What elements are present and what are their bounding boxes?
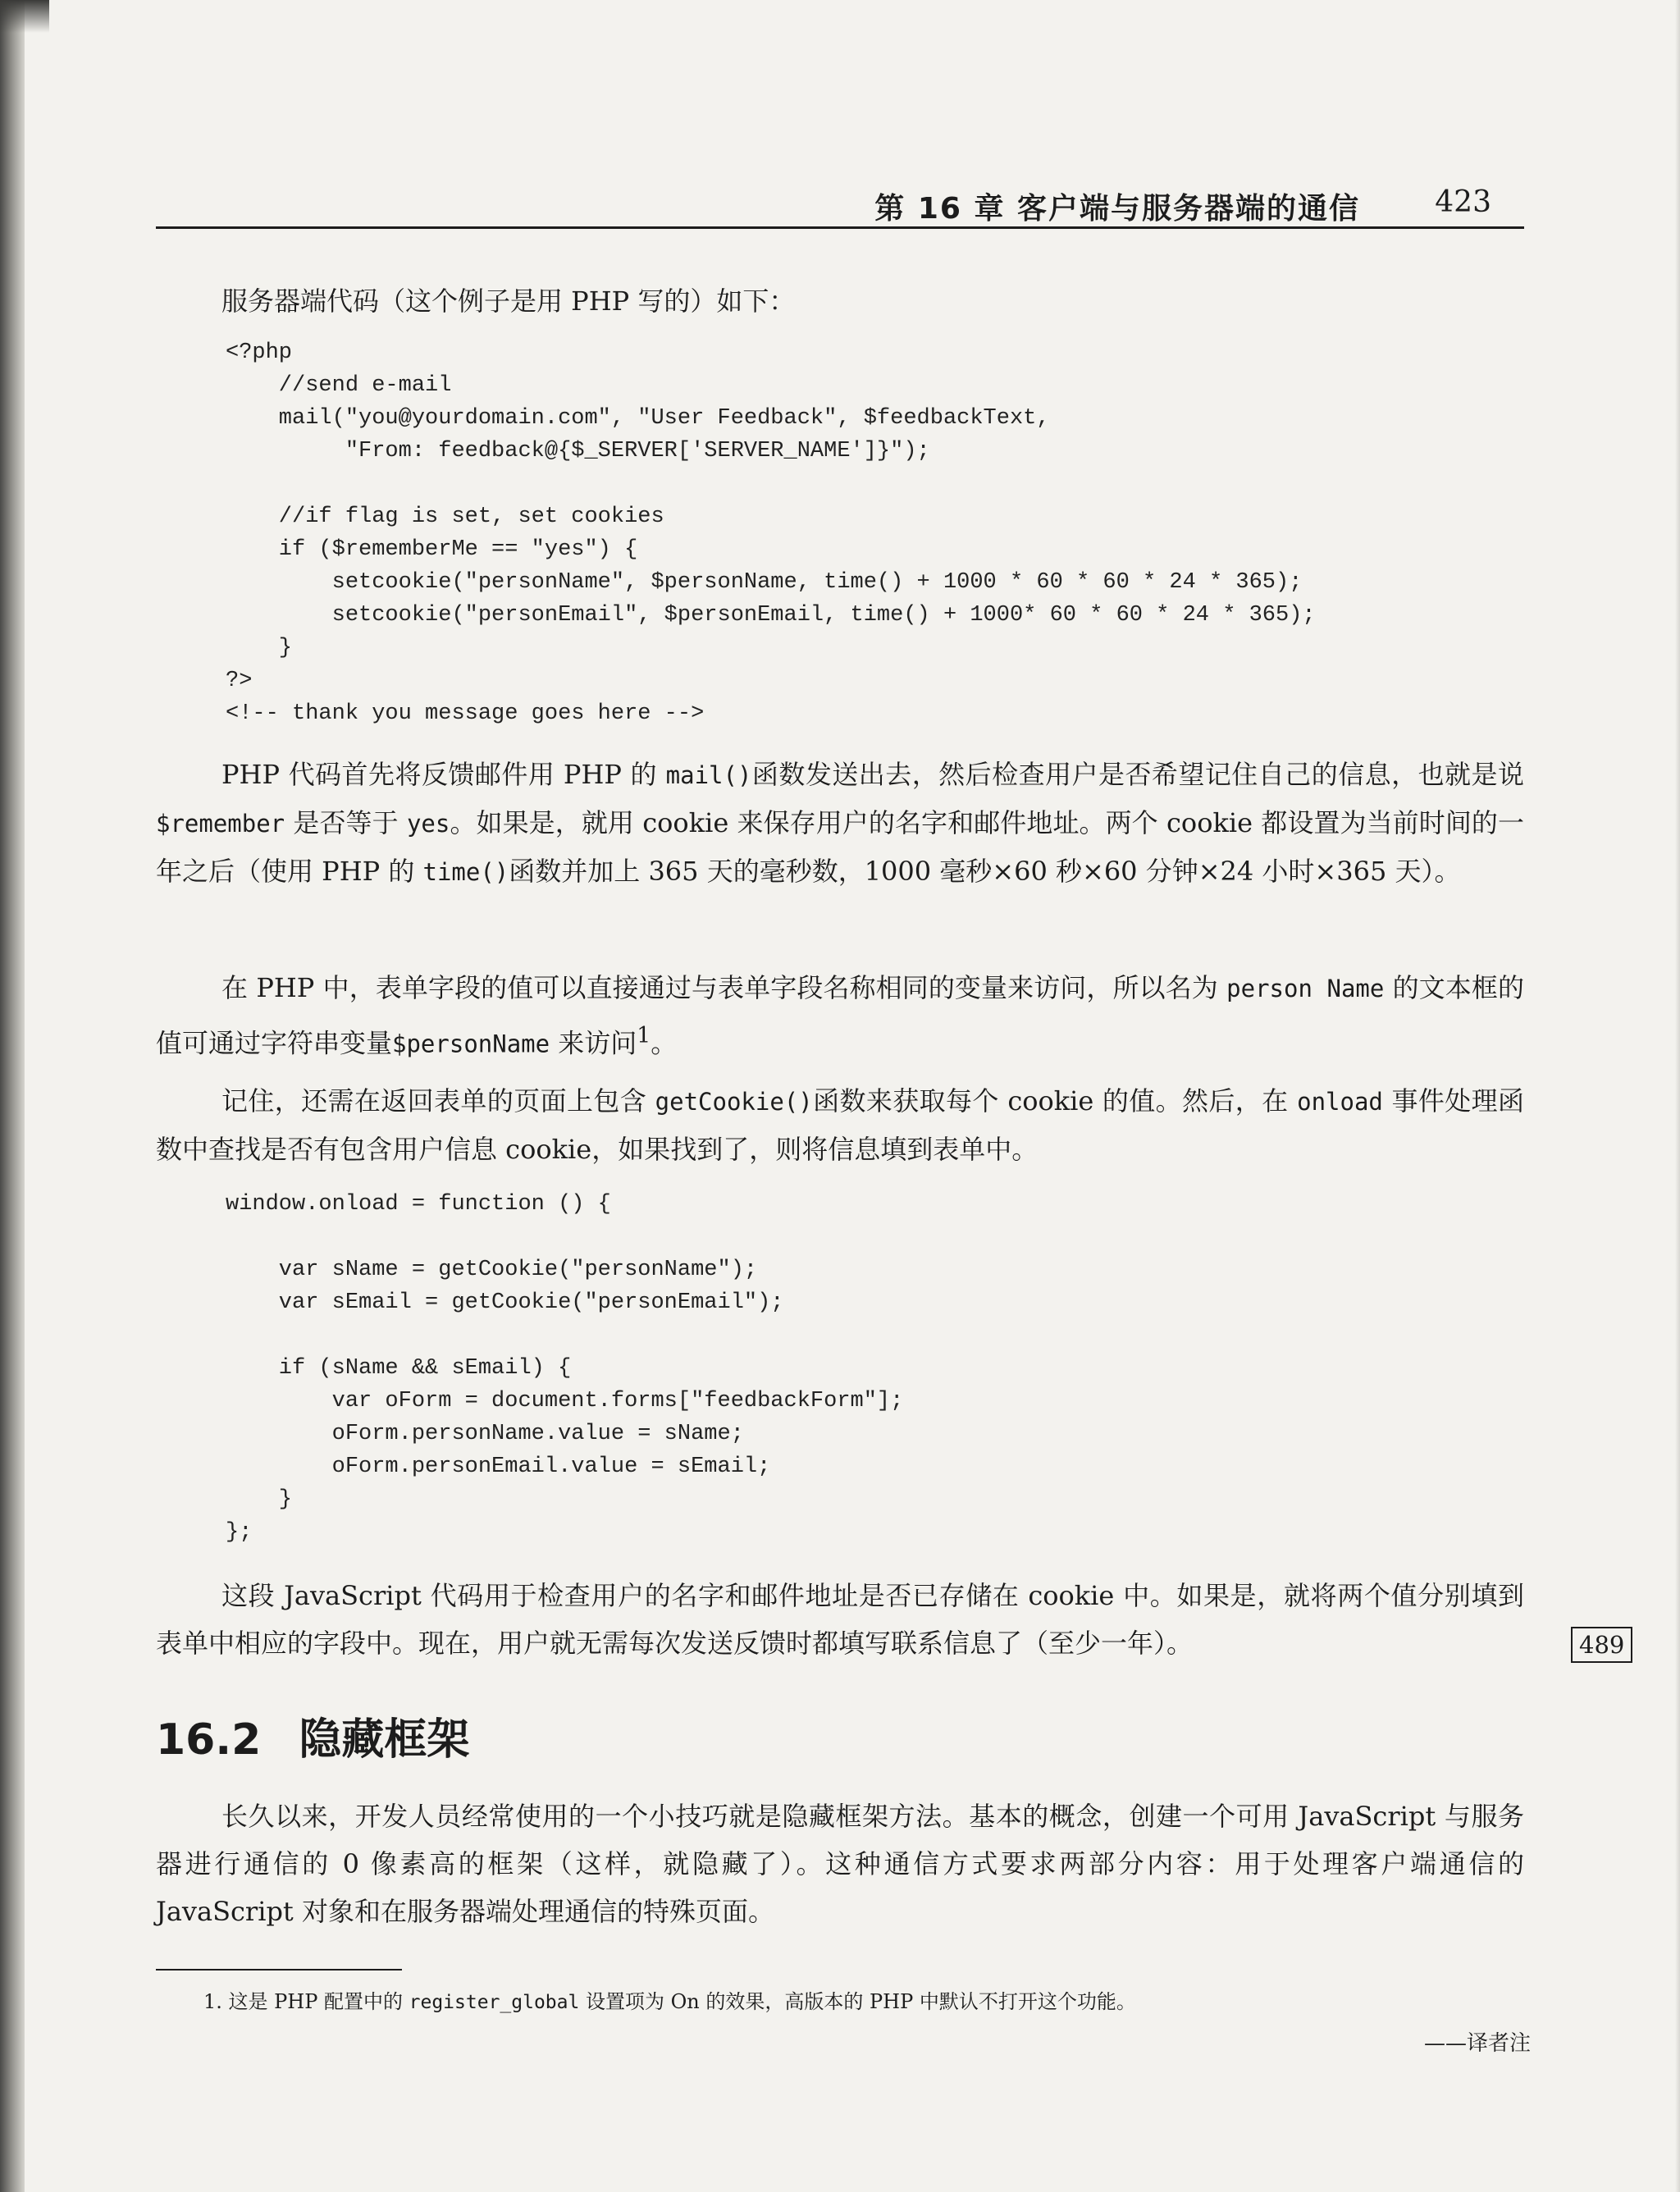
footnote-divider [156, 1969, 402, 1971]
intro-text: 服务器端代码（这个例子是用 PHP 写的）如下： [221, 285, 796, 317]
scan-corner-shadow [0, 0, 49, 33]
paragraph-php-explanation: PHP 代码首先将反馈邮件用 PHP 的 mail()函数发送出去，然后检查用户是否希望记住自己的信息，也就是说$remember 是否等于 yes。如果是，就用 cookie 来保存用户的名字和邮件地址。两个 cookie 都设置为当前时间的一年之后（使用 PHP 的 time()函数并加上 365 天的毫秒数，1000 毫秒×60 秒×60 分钟×24 小时×365 天）。 [156, 759, 1524, 887]
footnote: 1. 这是 PHP 配置中的 register_global 设置项为 On 的效果，高版本的 PHP 中默认不打开这个功能。 [203, 1990, 1136, 2013]
page-edge [1675, 0, 1680, 2192]
book-spine-shadow [0, 0, 25, 2192]
paragraph-hidden-frame: 长久以来，开发人员经常使用的一个小技巧就是隐藏框架方法。基本的概念，创建一个可用 JavaScript 与服务器进行通信的 0 像素高的框架（这样，就隐藏了）。这种通信方式要求两部分内容：用于处理客户端通信的 JavaScript 对象和在服务器端处理通信的特殊页面。 [156, 1801, 1524, 1927]
footnote-marker: 1 [637, 1023, 651, 1048]
paragraph-php-form-fields: 在 PHP 中，表单字段的值可以直接通过与表单字段名称相同的变量来访问，所以名为 person Name 的文本框的值可通过字符串变量$personName 来访问$^1$。 [156, 972, 1524, 1059]
section-heading: 16.2 隐藏框架 [156, 1715, 470, 1765]
paragraph-js-explanation: 这段 JavaScript 代码用于检查用户的名字和邮件地址是否已存储在 cookie 中。如果是，就将两个值分别填到表单中相应的字段中。现在，用户就无需每次发送反馈时都填写联系信息了（至少一年）。 [156, 1580, 1524, 1659]
footnote-credit: ——译者注 [1423, 2031, 1531, 2056]
js-code-block: window.onload = function () { var sName = getCookie("personName"); var sEmail = getCookie("personEmail"); if (sName && sEmail) { var oForm = document.forms["feedbackForm"]; oForm.personName.value = sName; oForm.personEmail.value = sEmail; } }; [226, 1192, 904, 1545]
paragraph-getcookie: 记住，还需在返回表单的页面上包含 getCookie()函数来获取每个 cookie 的值。然后，在 onload 事件处理函数中查找是否有包含用户信息 cookie，如果找到了，则将信息填到表单中。 [156, 1085, 1524, 1165]
chapter-title: 第 16 章 客户端与服务器端的通信 [874, 192, 1360, 226]
running-header [156, 182, 1524, 229]
php-code-block: <?php //send e-mail mail("you@yourdomain.com", "User Feedback", $feedbackText, "From: feedback@{$_SERVER['SERVER_NAME']}"); //if flag is set, set cookies if ($rememberMe == "yes") { setcookie("personName", $personName, time() + 1000 * 60 * 60 * 24 * 365); setcookie("personEmail", $personEmail, time() + 1000* 60 * 60 * 24 * 365); } ?> <!-- thank you message goes here --> [226, 340, 1316, 726]
page-number: 423 [1435, 185, 1491, 219]
original-page-number-box: 489 [1571, 1627, 1632, 1663]
